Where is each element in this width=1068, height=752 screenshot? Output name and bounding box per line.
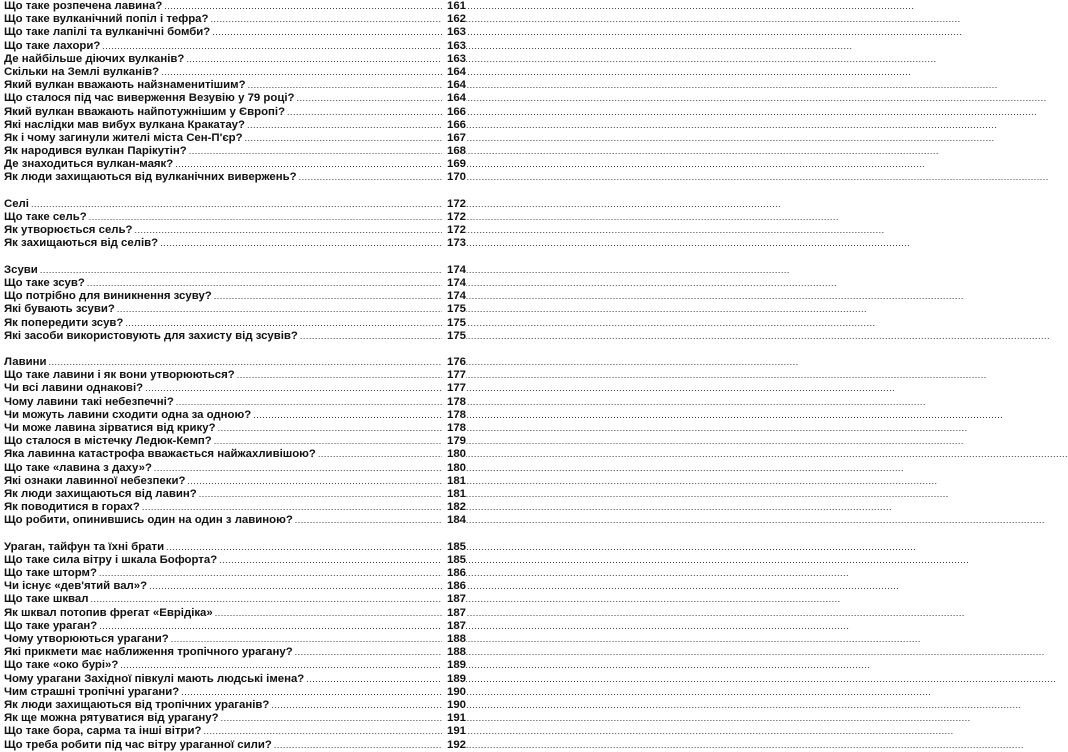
dot-leader (215, 607, 442, 620)
toc-entry[interactable] (4, 224, 466, 237)
toc-entry-title: Як утворюється сель? (4, 224, 133, 237)
toc-entry[interactable] (4, 396, 466, 409)
dot-leader (99, 620, 442, 633)
dot-leader (176, 396, 442, 409)
toc-page-number: 192 (442, 739, 466, 752)
toc-page-number: 166 (442, 119, 466, 132)
toc-entry-title: Що таке вулканічний попіл і тефра? (4, 13, 209, 26)
dot-leader (145, 382, 442, 395)
dot-leader (306, 673, 442, 686)
dot-leader (210, 13, 442, 26)
toc-entry-title: Що сталося під час виверження Везувію у 79 році? (4, 92, 295, 105)
toc-entry-title: Як люди захищаються від лавин? (4, 487, 197, 500)
toc-entry[interactable] (4, 475, 466, 488)
dot-leader (87, 277, 442, 290)
dot-leader (214, 435, 442, 448)
toc-entry[interactable] (4, 686, 466, 699)
toc-entry-title: Яка лавинна катастрофа вважається найжахливішою? (4, 448, 316, 461)
toc-entry-title: Що таке «лавина з даху»? (4, 461, 152, 474)
toc-entry-title: Що таке зсув? (4, 276, 85, 289)
toc-page-number: 166 (442, 106, 466, 119)
toc-section-heading[interactable] (4, 264, 466, 277)
toc-entry-title: Як захищаються від селів? (4, 237, 159, 250)
table-of-contents (4, 0, 466, 752)
toc-entry[interactable] (4, 330, 466, 343)
toc-entry-title: Де найбільше діючих вулканів? (4, 52, 185, 65)
toc-entry[interactable] (4, 92, 466, 105)
toc-entry-title: Чому урагани Західної півкулі мають людські імена? (4, 672, 305, 685)
toc-entry[interactable] (4, 132, 466, 145)
toc-entry[interactable] (4, 554, 466, 567)
toc-page-number: 187 (442, 620, 466, 633)
toc-page-number: 178 (442, 409, 466, 422)
toc-entry-title: Що сталося в містечку Ледюк-Кемп? (4, 435, 212, 448)
toc-page-number: 177 (442, 369, 466, 382)
toc-page-number: 180 (442, 448, 466, 461)
toc-entry[interactable] (4, 580, 466, 593)
toc-page-number: 175 (442, 303, 466, 316)
toc-entry[interactable] (4, 13, 466, 26)
toc-entry-title: Що таке шторм? (4, 567, 97, 580)
toc-entry[interactable] (4, 448, 466, 461)
toc-entry-title: Що таке шквал (4, 593, 89, 606)
toc-entry-title: Чим страшні тропічні урагани? (4, 685, 180, 698)
dot-leader (189, 145, 442, 158)
toc-section-heading[interactable] (4, 541, 466, 554)
section-gap (4, 251, 466, 264)
toc-entry[interactable] (4, 211, 466, 224)
dot-leader (237, 369, 442, 382)
toc-entry-title: Чи можуть лавини сходити одна за одною? (4, 408, 252, 421)
toc-entry[interactable] (4, 290, 466, 303)
toc-entry-title: Що потрібно для виникнення зсуву? (4, 290, 212, 303)
toc-entry-title: Лавини (4, 356, 47, 369)
toc-entry[interactable] (4, 53, 466, 66)
toc-entry-title: Що таке лапілі та вулканічні бомби? (4, 26, 211, 39)
toc-page-number: 180 (442, 462, 466, 475)
toc-entry-title: Що таке бора, сарма та інші вітри? (4, 725, 202, 738)
toc-entry-title: Який вулкан вважають найпотужнішим у Європі? (4, 105, 286, 118)
toc-entry-title: Як народився вулкан Парікутін? (4, 145, 187, 158)
toc-entry[interactable] (4, 66, 466, 79)
dot-leader (166, 541, 442, 554)
toc-entry[interactable] (4, 237, 466, 250)
toc-page-number: 191 (442, 725, 466, 738)
toc-entry[interactable] (4, 699, 466, 712)
dot-leader (214, 290, 442, 303)
toc-page-number: 161 (442, 0, 466, 13)
dot-leader (31, 198, 442, 211)
dot-leader (186, 53, 442, 66)
toc-page-number: 174 (442, 290, 466, 303)
toc-page-number: 169 (442, 158, 466, 171)
dot-leader (149, 580, 442, 593)
dot-leader (203, 725, 442, 738)
toc-page-number: 176 (442, 356, 466, 369)
dot-leader (221, 712, 442, 725)
toc-entry-title: Що таке лавини і як вони утворюються? (4, 369, 235, 382)
dot-leader (160, 237, 442, 250)
toc-entry-title: Як люди захищаються від тропічних ураганів? (4, 698, 270, 711)
toc-page-number: 181 (442, 488, 466, 501)
toc-entry-title: Що таке лахори? (4, 39, 101, 52)
toc-entry-title: Як поводитися в горах? (4, 501, 140, 514)
toc-page-number: 178 (442, 422, 466, 435)
dot-leader (175, 158, 442, 171)
dot-leader (40, 264, 442, 277)
toc-page-number: 175 (442, 317, 466, 330)
toc-entry[interactable] (4, 26, 466, 39)
dot-leader (212, 26, 442, 39)
toc-entry[interactable] (4, 158, 466, 171)
dot-leader (187, 475, 442, 488)
toc-page-number: 162 (442, 13, 466, 26)
section-gap (4, 528, 466, 541)
toc-page-number: 175 (442, 330, 466, 343)
toc-entry[interactable] (4, 462, 466, 475)
toc-page-number: 174 (442, 277, 466, 290)
toc-page-number: 186 (442, 580, 466, 593)
dot-leader (49, 356, 443, 369)
toc-entry-title: Які засоби використовують для захисту від зсувів? (4, 329, 298, 342)
dot-leader (299, 171, 442, 184)
toc-entry[interactable] (4, 646, 466, 659)
toc-page-number: 163 (442, 40, 466, 53)
toc-page-number: 190 (442, 699, 466, 712)
toc-page-number: 188 (442, 646, 466, 659)
toc-entry[interactable] (4, 317, 466, 330)
dot-leader (199, 488, 442, 501)
toc-page-number: 190 (442, 686, 466, 699)
toc-entry[interactable] (4, 277, 466, 290)
toc-page-number: 164 (442, 92, 466, 105)
toc-entry[interactable] (4, 303, 466, 316)
toc-page-number: 177 (442, 382, 466, 395)
toc-entry[interactable] (4, 501, 466, 514)
toc-entry[interactable] (4, 369, 466, 382)
toc-entry-title: Які бувають зсуви? (4, 303, 115, 316)
toc-page-number: 170 (442, 171, 466, 184)
toc-page-number: 172 (442, 224, 466, 237)
toc-entry-title: Як люди захищаються від вулканічних вивержень? (4, 171, 297, 184)
toc-entry[interactable] (4, 673, 466, 686)
dot-leader (219, 554, 442, 567)
dot-leader (253, 409, 442, 422)
toc-entry[interactable] (4, 409, 466, 422)
section-gap (4, 185, 466, 198)
dot-leader (247, 119, 442, 132)
toc-page-number: 164 (442, 66, 466, 79)
toc-entry-title: Чому лавини такі небезпечні? (4, 395, 174, 408)
toc-entry-title: Що таке ураган? (4, 619, 98, 632)
toc-page-number: 174 (442, 264, 466, 277)
toc-entry[interactable] (4, 435, 466, 448)
toc-entry[interactable] (4, 171, 466, 184)
dot-leader (287, 106, 442, 119)
toc-page-number: 189 (442, 673, 466, 686)
toc-entry-title: Чи може лавина зірватися від крику? (4, 422, 216, 434)
toc-page-number: 187 (442, 593, 466, 606)
toc-page-number: 191 (442, 712, 466, 725)
toc-page-number: 187 (442, 607, 466, 620)
toc-entry-title: Які прикмети має наближення тропічного урагану? (4, 646, 293, 659)
toc-entry-title: Де знаходиться вулкан-маяк? (4, 158, 174, 171)
toc-entry[interactable] (4, 79, 466, 92)
toc-entry[interactable] (4, 382, 466, 395)
toc-entry-title: Як ще можна рятуватися від урагану? (4, 712, 219, 725)
toc-entry-title: Які ознаки лавинної небезпеки? (4, 474, 186, 487)
toc-entry-title: Що таке сила вітру і шкала Бофорта? (4, 553, 218, 566)
toc-entry-title: Як і чому загинули жителі міста Сен-П'єр? (4, 131, 243, 144)
toc-entry-title: Який вулкан вважають найзнаменитішим? (4, 79, 246, 92)
toc-entry[interactable] (4, 633, 466, 646)
toc-page-number: 163 (442, 26, 466, 39)
dot-leader (295, 514, 442, 527)
toc-page-number: 189 (442, 659, 466, 672)
toc-entry[interactable] (4, 40, 466, 53)
toc-entry-title: Що таке «око бурі»? (4, 659, 119, 672)
toc-entry[interactable] (4, 620, 466, 633)
toc-page-number: 167 (442, 132, 466, 145)
dot-leader (142, 501, 442, 514)
toc-entry-title: Чи всі лавини однакові? (4, 382, 144, 395)
toc-section-heading[interactable] (4, 356, 466, 369)
dot-leader (117, 303, 442, 316)
dot-leader (161, 66, 442, 79)
dot-leader (271, 699, 442, 712)
toc-page-number: 172 (442, 198, 466, 211)
dot-leader (218, 422, 442, 435)
toc-entry[interactable] (4, 659, 466, 672)
dot-leader (318, 448, 442, 461)
toc-page-number: 186 (442, 567, 466, 580)
dot-leader (295, 646, 442, 659)
toc-entry-title: Чи існує «дев'ятий вал»? (4, 580, 148, 593)
toc-entry[interactable] (4, 422, 466, 435)
toc-entry[interactable] (4, 0, 466, 13)
toc-page-number: 172 (442, 211, 466, 224)
dot-leader (99, 567, 442, 580)
dot-leader (274, 739, 442, 752)
toc-entry[interactable] (4, 725, 466, 738)
toc-entry[interactable] (4, 488, 466, 501)
toc-page-number: 182 (442, 501, 466, 514)
dot-leader (164, 0, 442, 13)
dot-leader (300, 330, 442, 343)
toc-page-number: 184 (442, 514, 466, 527)
toc-page-number: 163 (442, 53, 466, 66)
toc-entry[interactable] (4, 739, 466, 752)
toc-entry-title: Що таке розпечена лавина? (4, 0, 163, 12)
toc-entry[interactable] (4, 145, 466, 158)
toc-entry-title: Що робити, опинившись один на один з лавиною? (4, 514, 293, 527)
toc-entry-title: Як шквал потопив фрегат «Еврідіка» (4, 606, 213, 619)
dot-leader (154, 462, 442, 475)
toc-entry-title: Чому утворюються урагани? (4, 633, 169, 645)
dot-leader (181, 686, 442, 699)
toc-entry-title: Що треба робити під час вітру ураганної сили? (4, 738, 272, 751)
toc-page-number: 179 (442, 435, 466, 448)
toc-entry[interactable] (4, 514, 466, 527)
toc-entry[interactable] (4, 593, 466, 606)
dot-leader (134, 224, 442, 237)
toc-page-number: 164 (442, 79, 466, 92)
toc-section-heading[interactable] (4, 198, 466, 211)
dot-leader (90, 593, 442, 606)
toc-page-number: 185 (442, 541, 466, 554)
toc-page-number: 181 (442, 475, 466, 488)
toc-entry[interactable] (4, 567, 466, 580)
toc-entry[interactable] (4, 119, 466, 132)
toc-page-number: 173 (442, 237, 466, 250)
toc-page-number: 178 (442, 396, 466, 409)
toc-entry-title: Як попередити зсув? (4, 316, 124, 329)
toc-entry-title: Зсуви (4, 263, 38, 276)
toc-entry-title: Що таке сель? (4, 211, 87, 223)
dot-leader (125, 317, 442, 330)
toc-entry[interactable] (4, 106, 466, 119)
dot-leader (89, 211, 442, 224)
toc-page-number: 168 (442, 145, 466, 158)
dot-leader (296, 92, 442, 105)
toc-entry[interactable] (4, 607, 466, 620)
dot-leader (102, 40, 442, 53)
dot-leader (248, 79, 442, 92)
toc-page-number: 188 (442, 633, 466, 646)
toc-entry-title: Селі (4, 197, 29, 210)
dot-leader (120, 659, 442, 672)
toc-page-number: 185 (442, 554, 466, 567)
dot-leader (245, 132, 442, 145)
toc-entry-title: Скільки на Землі вулканів? (4, 65, 160, 78)
section-gap (4, 343, 466, 356)
dot-leader (171, 633, 442, 646)
toc-entry[interactable] (4, 712, 466, 725)
toc-entry-title: Які наслідки мав вибух вулкана Кракатау? (4, 118, 245, 131)
toc-entry-title: Ураган, тайфун та їхні брати (4, 540, 165, 553)
